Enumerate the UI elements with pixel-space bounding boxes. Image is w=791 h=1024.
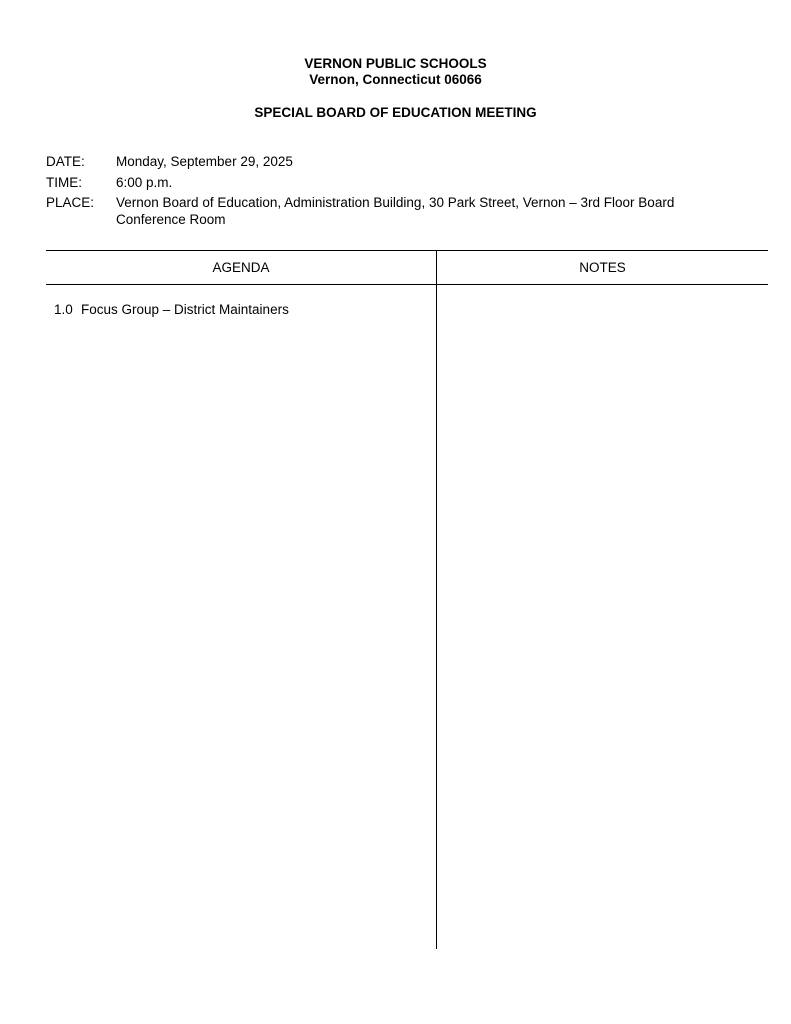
notes-column-header: NOTES <box>579 260 626 275</box>
time-label: TIME: <box>46 174 82 190</box>
date-row <box>46 153 736 170</box>
organization-name: VERNON PUBLIC SCHOOLS <box>304 56 487 71</box>
place-row <box>46 194 736 228</box>
table-top-rule <box>46 250 768 251</box>
time-row <box>46 174 736 191</box>
column-divider <box>436 251 437 949</box>
time-value: 6:00 p.m. <box>116 174 173 190</box>
agenda-column-header: AGENDA <box>212 260 270 275</box>
table-header-rule <box>46 284 768 285</box>
agenda-item-number: 1.0 <box>54 302 73 317</box>
date-value: Monday, September 29, 2025 <box>116 154 293 169</box>
document-header <box>0 56 791 88</box>
meeting-title: SPECIAL BOARD OF EDUCATION MEETING <box>254 105 537 120</box>
agenda-item <box>54 302 429 318</box>
organization-location: Vernon, Connecticut 06066 <box>309 72 482 87</box>
place-value: Vernon Board of Education, Administration Building, 30 Park Street, Vernon – 3rd Floor Board Conference Room <box>116 195 675 227</box>
agenda-list <box>54 302 429 318</box>
date-label: DATE: <box>46 154 85 169</box>
place-label: PLACE: <box>46 195 95 210</box>
meeting-details <box>46 153 736 232</box>
agenda-item-text: Focus Group – District Maintainers <box>81 302 289 317</box>
